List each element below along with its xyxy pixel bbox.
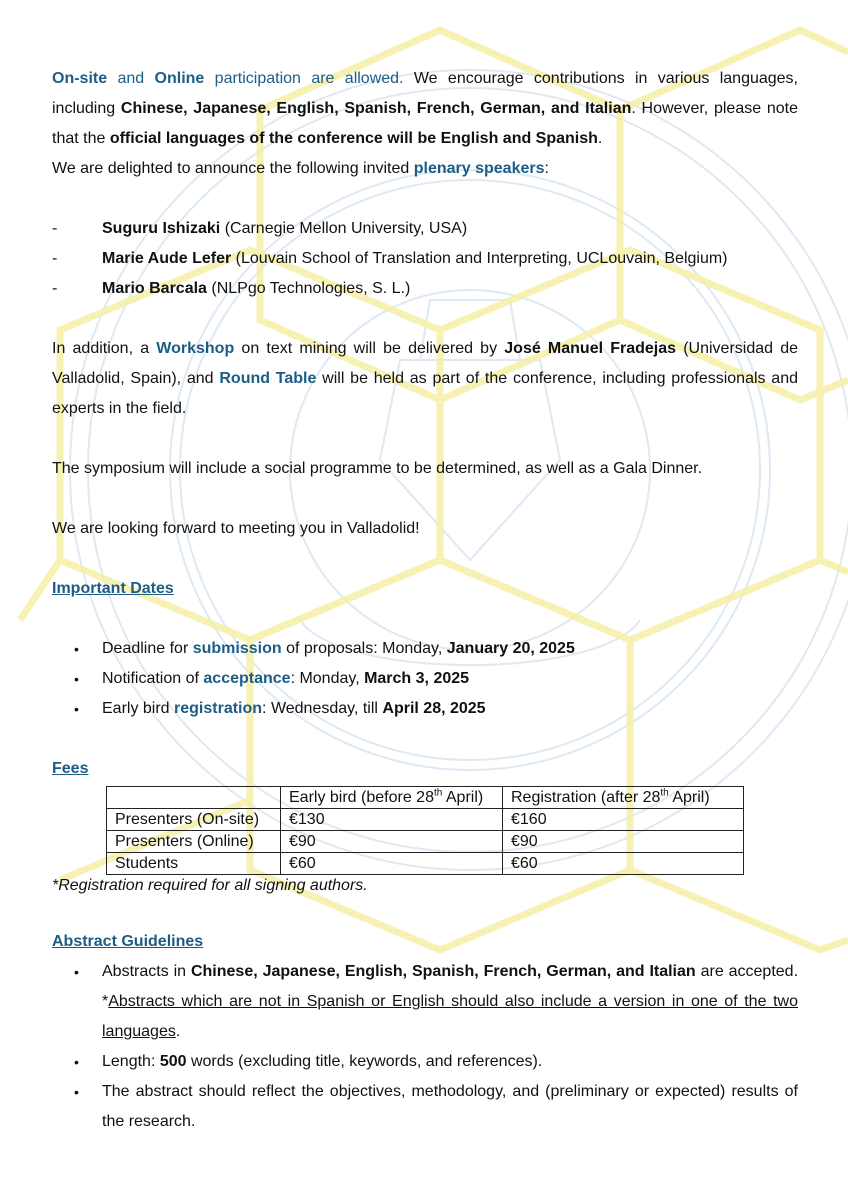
list-item: - Mario Barcala (NLPgo Technologies, S. L.) — [52, 280, 411, 297]
list-item: - Suguru Ishizaki (Carnegie Mellon University, USA) — [52, 220, 468, 237]
abstract-guidelines-list — [52, 957, 798, 1137]
list-item: • Deadline for submission of proposals: Monday, January 20, 2025 — [74, 640, 575, 657]
official-languages: official languages of the conference will be English and Spanish — [109, 130, 598, 147]
list-item: • Length: 500 words (excluding title, keywords, and references). — [74, 1053, 543, 1070]
workshop-paragraph: In addition, a Workshop on text mining will be delivered by José Manuel Fradejas (Universidad de Valladolid, Spain), and Round Table will be held as part of the conference, including professionals and experts in the field. — [52, 340, 799, 417]
table-header-row: Early bird (before 28th April) Registration (after 28th April) — [107, 787, 744, 809]
list-item: - Marie Aude Lefer (Louvain School of Translation and Interpreting, UCLouvain, Belgium) — [52, 250, 728, 267]
table-row: Presenters (On-site) €130 €160 — [107, 809, 744, 831]
closing-paragraph: We are looking forward to meeting you in Valladolid! — [52, 520, 420, 537]
table-row: Students €60 €60 — [107, 853, 744, 875]
round-table-term: Round Table — [219, 370, 317, 387]
abstract-guidelines-heading: Abstract Guidelines — [52, 933, 204, 950]
list-item: • Notification of acceptance: Monday, March 3, 2025 — [74, 670, 470, 687]
fees-heading: Fees — [52, 760, 89, 777]
fees-table — [106, 786, 744, 875]
list-item: • The abstract should reflect the objectives, methodology, and (preliminary or expected) results of the research. — [74, 1083, 798, 1130]
social-paragraph: The symposium will include a social programme to be determined, as well as a Gala Dinner. — [52, 460, 703, 477]
fees-note: *Registration required for all signing authors. — [52, 877, 368, 894]
plenary-speakers-term: plenary speakers — [413, 160, 545, 177]
document-page — [52, 64, 798, 1137]
announce-line: We are delighted to announce the following invited plenary speakers: — [52, 160, 549, 177]
dates-list — [52, 634, 798, 724]
workshop-presenter: José Manuel Fradejas — [504, 340, 677, 357]
important-dates-heading: Important Dates — [52, 580, 174, 597]
list-item: • Abstracts in Chinese, Japanese, English, Spanish, French, German, and Italian are accepted. *Abstracts which are not in Spanish or English should also include a version in one of the two languages. — [74, 963, 799, 1040]
onsite-term: On-site — [52, 70, 108, 87]
list-item: • Early bird registration: Wednesday, till April 28, 2025 — [74, 700, 486, 717]
online-term: Online — [154, 70, 205, 87]
accepted-languages: Chinese, Japanese, English, Spanish, French, German, and Italian — [120, 100, 632, 117]
table-row: Presenters (Online) €90 €90 — [107, 831, 744, 853]
speaker-list — [52, 214, 798, 304]
workshop-term: Workshop — [156, 340, 235, 357]
intro-paragraph: On-site and Online participation are allowed. We encourage contributions in various languages, including Chinese, Japanese, English, Spanish, French, German, and Italian. However, please note that the official languages of the conference will be English and Spanish. — [52, 70, 799, 147]
